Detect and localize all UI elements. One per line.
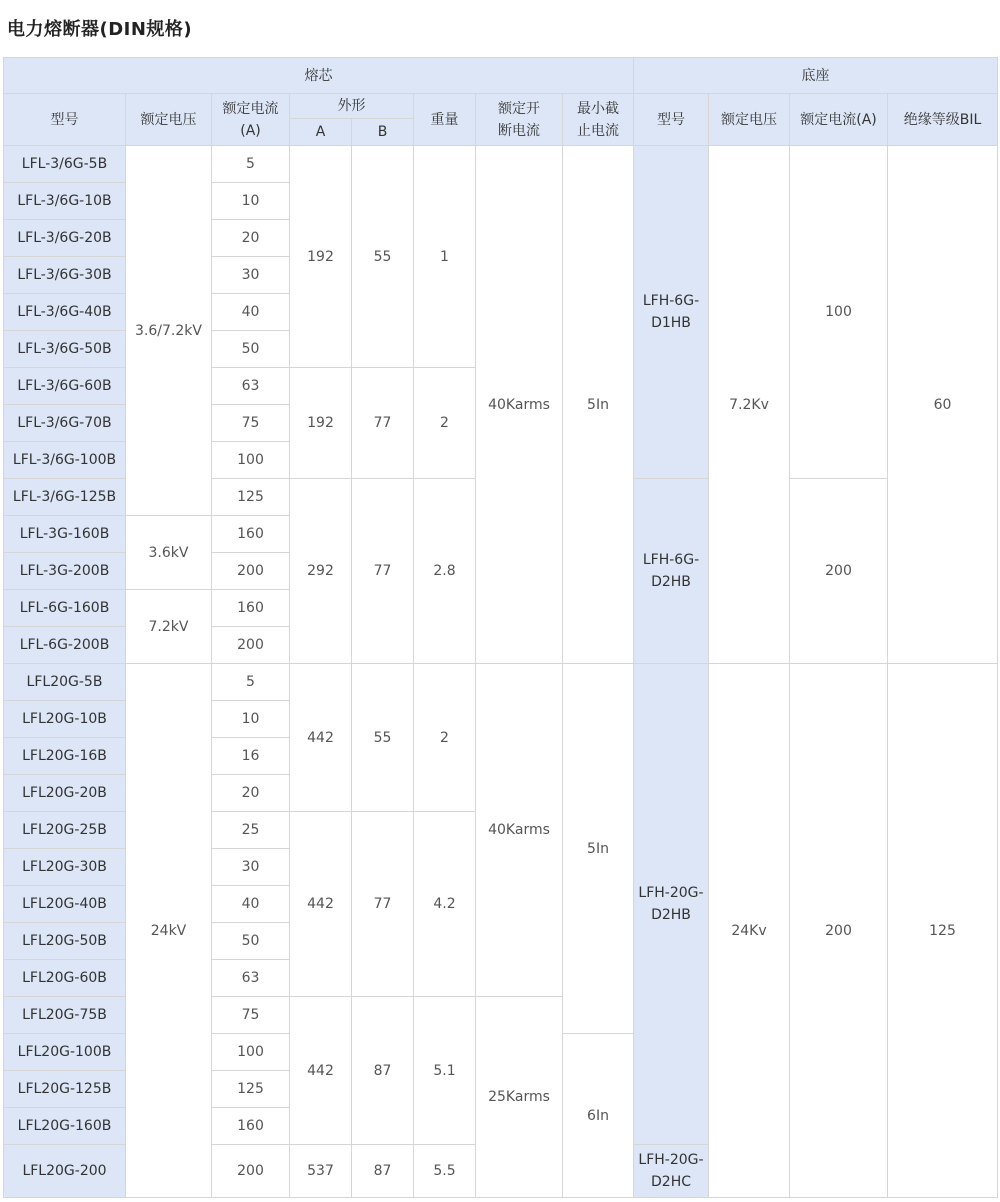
row-model: LFL-3G-160B	[4, 516, 126, 553]
row-current: 160	[212, 516, 290, 553]
row-model: LFL20G-200	[4, 1145, 126, 1198]
base-model-cell: LFH-6G-D1HB	[634, 146, 709, 479]
row-model: LFL20G-100B	[4, 1034, 126, 1071]
row-current: 125	[212, 479, 290, 516]
dim-b-cell: 87	[352, 997, 414, 1145]
header-model: 型号	[4, 94, 126, 146]
base-voltage-cell: 24Kv	[709, 664, 790, 1198]
row-current: 40	[212, 294, 290, 331]
dim-a-cell: 442	[290, 997, 352, 1145]
breaking-cell: 25Karms	[476, 997, 563, 1198]
breaking-cell: 40Karms	[476, 146, 563, 664]
header-rated-current-line1: 额定电流	[222, 100, 279, 117]
dim-a-cell: 292	[290, 479, 352, 664]
row-model: LFL20G-25B	[4, 812, 126, 849]
row-current: 63	[212, 960, 290, 997]
min-cut-cell: 6In	[563, 1034, 634, 1198]
row-model: LFL-3/6G-70B	[4, 405, 126, 442]
row-current: 50	[212, 331, 290, 368]
row-current: 30	[212, 257, 290, 294]
row-model: LFL20G-5B	[4, 664, 126, 701]
row-current: 40	[212, 886, 290, 923]
row-model: LFL-3/6G-20B	[4, 220, 126, 257]
weight-cell: 5.1	[414, 997, 476, 1145]
row-current: 100	[212, 1034, 290, 1071]
row-current: 200	[212, 627, 290, 664]
row-model: LFL20G-60B	[4, 960, 126, 997]
row-current: 100	[212, 442, 290, 479]
row-current: 30	[212, 849, 290, 886]
header-breaking-line1: 额定开	[498, 100, 540, 117]
row-current: 160	[212, 590, 290, 627]
header-rated-voltage: 额定电压	[126, 94, 212, 146]
row-current: 10	[212, 701, 290, 738]
insulation-cell: 125	[888, 664, 998, 1198]
weight-cell: 2.8	[414, 479, 476, 664]
row-current: 75	[212, 405, 290, 442]
dim-b-cell: 77	[352, 812, 414, 997]
row-current: 75	[212, 997, 290, 1034]
breaking-cell: 40Karms	[476, 664, 563, 997]
row-model: LFL-6G-200B	[4, 627, 126, 664]
row-model: LFL-3/6G-100B	[4, 442, 126, 479]
row-current: 25	[212, 812, 290, 849]
row-model: LFL-3/6G-125B	[4, 479, 126, 516]
weight-cell: 4.2	[414, 812, 476, 997]
header-base-current: 额定电流(A)	[790, 94, 888, 146]
row-model: LFL20G-16B	[4, 738, 126, 775]
header-rated-current-line2: (A)	[240, 122, 261, 139]
dim-a-cell: 442	[290, 664, 352, 812]
header-min-cut-line2: 止电流	[577, 122, 619, 139]
row-current: 63	[212, 368, 290, 405]
weight-cell: 2	[414, 664, 476, 812]
dim-b-cell: 55	[352, 146, 414, 368]
header-shape: 外形	[290, 94, 414, 119]
row-model: LFL-3/6G-30B	[4, 257, 126, 294]
dim-a-cell: 442	[290, 812, 352, 997]
dim-b-cell: 87	[352, 1145, 414, 1198]
row-current: 200	[212, 553, 290, 590]
row-model: LFL20G-75B	[4, 997, 126, 1034]
voltage-cell: 3.6kV	[126, 516, 212, 590]
header-insulation-bil: 绝缘等级BIL	[888, 94, 998, 146]
row-current: 5	[212, 146, 290, 183]
page-title: 电力熔断器(DIN规格)	[7, 19, 193, 40]
fuse-spec-table	[3, 57, 998, 1198]
header-breaking-line2: 断电流	[498, 122, 540, 139]
base-current-cell: 200	[790, 479, 888, 664]
row-model: LFL-3G-200B	[4, 553, 126, 590]
base-model-cell: LFH-20G-D2HC	[634, 1145, 709, 1198]
row-model: LFL-3/6G-10B	[4, 183, 126, 220]
row-model: LFL20G-50B	[4, 923, 126, 960]
row-current: 10	[212, 183, 290, 220]
header-weight: 重量	[414, 94, 476, 146]
row-current: 20	[212, 775, 290, 812]
base-current-cell: 200	[790, 664, 888, 1198]
row-model: LFL20G-40B	[4, 886, 126, 923]
row-current: 5	[212, 664, 290, 701]
row-model: LFL-3/6G-60B	[4, 368, 126, 405]
header-min-cut-line1: 最小截	[577, 100, 619, 117]
row-current: 160	[212, 1108, 290, 1145]
dim-a-cell: 537	[290, 1145, 352, 1198]
row-model: LFL-3/6G-40B	[4, 294, 126, 331]
row-model: LFL20G-10B	[4, 701, 126, 738]
row-current: 125	[212, 1071, 290, 1108]
row-current: 20	[212, 220, 290, 257]
row-current: 200	[212, 1145, 290, 1198]
min-cut-cell: 5In	[563, 146, 634, 664]
header-group-base: 底座	[634, 58, 998, 94]
base-voltage-cell: 7.2Kv	[709, 146, 790, 664]
row-model: LFL20G-30B	[4, 849, 126, 886]
base-model-cell: LFH-6G-D2HB	[634, 479, 709, 664]
row-model: LFL20G-20B	[4, 775, 126, 812]
header-group-fuse: 熔芯	[4, 58, 634, 94]
voltage-cell: 7.2kV	[126, 590, 212, 664]
row-model: LFL20G-160B	[4, 1108, 126, 1145]
row-model: LFL-6G-160B	[4, 590, 126, 627]
header-base-voltage: 额定电压	[709, 94, 790, 146]
insulation-cell: 60	[888, 146, 998, 664]
base-model-cell: LFH-20G-D2HB	[634, 664, 709, 1145]
header-shape-b: B	[352, 119, 414, 146]
weight-cell: 2	[414, 368, 476, 479]
weight-cell: 5.5	[414, 1145, 476, 1198]
voltage-cell: 3.6/7.2kV	[126, 146, 212, 516]
dim-b-cell: 77	[352, 479, 414, 664]
header-shape-a: A	[290, 119, 352, 146]
header-min-cut-current	[563, 94, 634, 146]
dim-b-cell: 55	[352, 664, 414, 812]
row-model: LFL-3/6G-5B	[4, 146, 126, 183]
header-breaking-current	[476, 94, 563, 146]
dim-a-cell: 192	[290, 368, 352, 479]
row-model: LFL-3/6G-50B	[4, 331, 126, 368]
header-base-model: 型号	[634, 94, 709, 146]
voltage-cell: 24kV	[126, 664, 212, 1198]
row-current: 50	[212, 923, 290, 960]
base-current-cell: 100	[790, 146, 888, 479]
row-model: LFL20G-125B	[4, 1071, 126, 1108]
row-current: 16	[212, 738, 290, 775]
dim-b-cell: 77	[352, 368, 414, 479]
min-cut-cell: 5In	[563, 664, 634, 1034]
dim-a-cell: 192	[290, 146, 352, 368]
header-rated-current	[212, 94, 290, 146]
weight-cell: 1	[414, 146, 476, 368]
